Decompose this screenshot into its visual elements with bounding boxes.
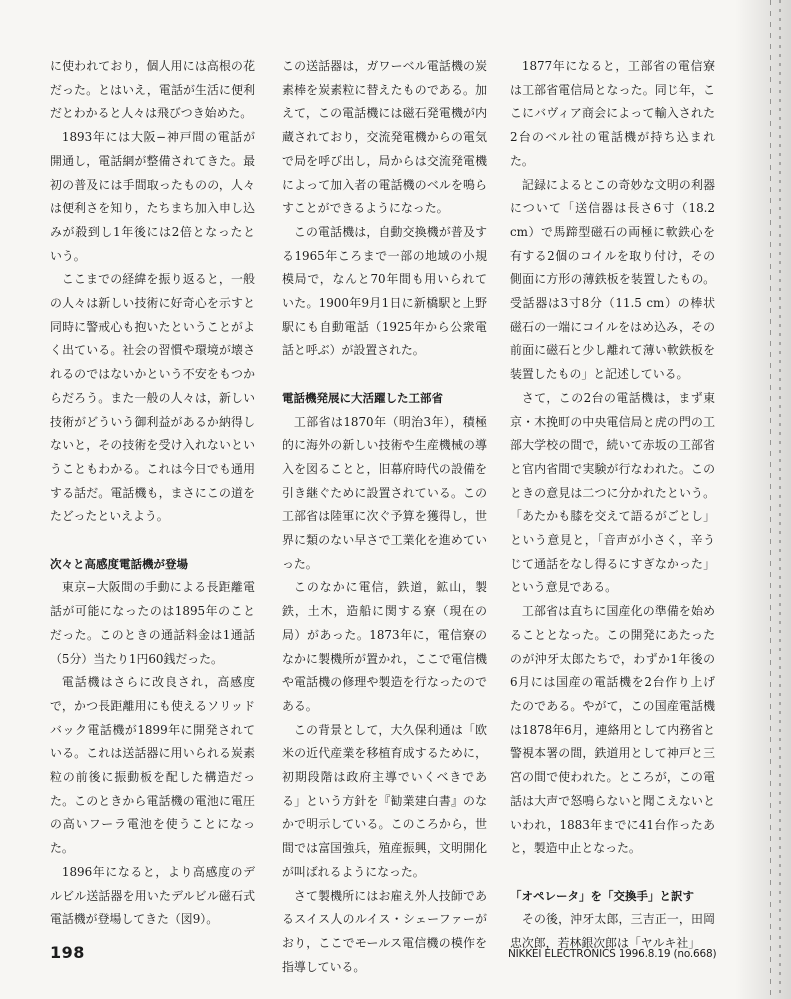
paragraph: 電話機はさらに改良され，高感度で，かつ長距離用にも使えるソリッドバック電話機が1899年に開発されている。これは送話器に用いられる炭素粒の前後に振動板を配した構造だった。このときから電話機の電池に電圧の高いフーラ電池を使うことになった。 [50,675,255,856]
paragraph: この送話器は，ガワーベル電話機の炭素棒を炭素粒に替えたものである。加えて，この電話機には磁石発電機が内蔵されており，交流発電機からの電気で局を呼び出し，局からは交流発電機によって加入者の電話機のベルを鳴らすことができるようになった。 [282,59,487,216]
page-number: 198 [50,943,85,962]
paragraph: 工部省は1870年（明治3年），積極的に海外の新しい技術や生産機械の導入を図ることと，旧幕府時代の設備を引き継ぐために設置されている。この工部省は陸軍に次ぐ予算を獲得し，世界に類のない早さで工業化を進めていった。 [282,414,487,571]
paragraph: この背景として，大久保利通は「欧米の近代産業を移植育成するために，初期段階は政府主導でいくべきである」という方針を『勧業建白書』のなかで明示している。このころから，世間では富国強兵，殖産振興，文明開化が叫ばれるようになった。 [282,722,487,879]
paragraph: 東京−大阪間の手動による長距離電話が可能になったのは1895年のことだった。このときの通話料金は1通話（5分）当たり1円60銭だった。 [50,580,255,666]
paragraph: 1893年には大阪−神戸間の電話が開通し，電話網が整備されてきた。最初の普及には手間取ったものの，人々は便利さを知り，たちまち加入申し込みが殺到し1年後には2倍となったという。 [50,130,255,263]
paragraph: この電話機は，自動交換機が普及する1965年ころまで一部の地域の小規模局で，なんと70年間も用いられていた。1900年9月1日に新橋駅と上野駅にも自動電話（1925年から公衆電話と呼ぶ）が設置された。 [282,224,487,358]
article-column-3 [510,55,715,956]
running-footer: NIKKEI ELECTRONICS 1996.8.19 (no.668) [508,948,717,960]
paragraph: 工部省は直ちに国産化の準備を始めることとなった。この開発にあたったのが沖牙太郎たちで，わずか1年後の6月には国産の電話機を2台作り上げたのである。やがて，この国産電話機は1878年6月，連絡用として内務省と警視本署の間，鉄道用として神戸と三宮の間で使われた。ところが，この電話は大声で怒鳴らないと聞こえないといわれ，1883年までに41台作ったあと，製造中止となった。 [510,604,715,856]
section-heading: 「オペレータ」を「交換手」と訳す [510,888,694,903]
section-heading: 次々と高感度電話機が登場 [50,556,188,571]
section-heading: 電話機発展に大活躍した工部省 [282,390,443,405]
section-spacer [282,363,487,387]
section-spacer [50,529,255,553]
article-column-2 [282,55,487,979]
paragraph: 記録によるとこの奇妙な文明の利器について「送信器は長さ6寸（18.2 cm）で馬蹄型磁石の両極に軟鉄心を有する2個のコイルを取り付け，その側面に方形の薄鉄板を装置したもの。受話器は3寸8分（11.5 cm）の棒状磁石の一端にコイルをはめ込み，その前面に磁石と少し離れて薄い軟鉄板を装置したもの」と記述している。 [510,177,715,382]
paragraph: さて製機所にはお雇え外人技師であるスイス人のルイス・シェーファーがおり，ここでモールス電信機の模作を指導している。 [282,888,487,974]
paragraph: 1896年になると，より高感度のデルビル送話器を用いたデルビル磁石式電話機が登場してきた（図9）。 [50,864,255,927]
scan-edge-shadow [735,0,791,999]
section-spacer [510,861,715,885]
paragraph: 1877年になると，工部省の電信寮は工部省電信局となった。同じ年，ここにバヴィア商会によって輸入された2台のベル社の電話機が持ち込まれた。 [510,59,715,168]
paragraph: その後，沖牙太郎，三吉正一，田岡忠次郎，若林銀次郎は「ヤルキ社」 [510,912,715,950]
paragraph: さて，この2台の電話機は，まず東京・木挽町の中央電信局と虎の門の工部大学校の間で，続いて赤坂の工部省と官内省間で実験が行なわれた。このときの意見は二つに分かれたという。「あたかも膝を交えて語るがごとし」という意見と，「音声が小さく，辛うじて通話をなし得るにすぎなかった」という意見である。 [510,390,715,595]
paragraph: このなかに電信，鉄道，鉱山，製鉄，土木，造船に関する寮（現在の局）があった。1873年に，電信寮のなかに製機所が置かれ，ここで電信機や電話機の修理や製造を行なったのである。 [282,580,487,713]
article-column-1 [50,55,255,932]
paragraph: に使われており，個人用には高根の花だった。とはいえ，電話が生活に便利だとわかると人々は飛びつき始めた。 [50,59,255,121]
paragraph: ここまでの経緯を振り返ると，一般の人々は新しい技術に好奇心を示すと同時に警戒心も抱いたということがよく出ている。社会の習慣や環境が壊されるのではないかという不安をもつからだろう。また一般の人々は，新しい技術がどういう御利益があるか納得しないと，その技術を受け入れないということもわかる。これは今日でも通用する話だ。電話機も，まさにこの道をたどったといえよう。 [50,272,255,524]
